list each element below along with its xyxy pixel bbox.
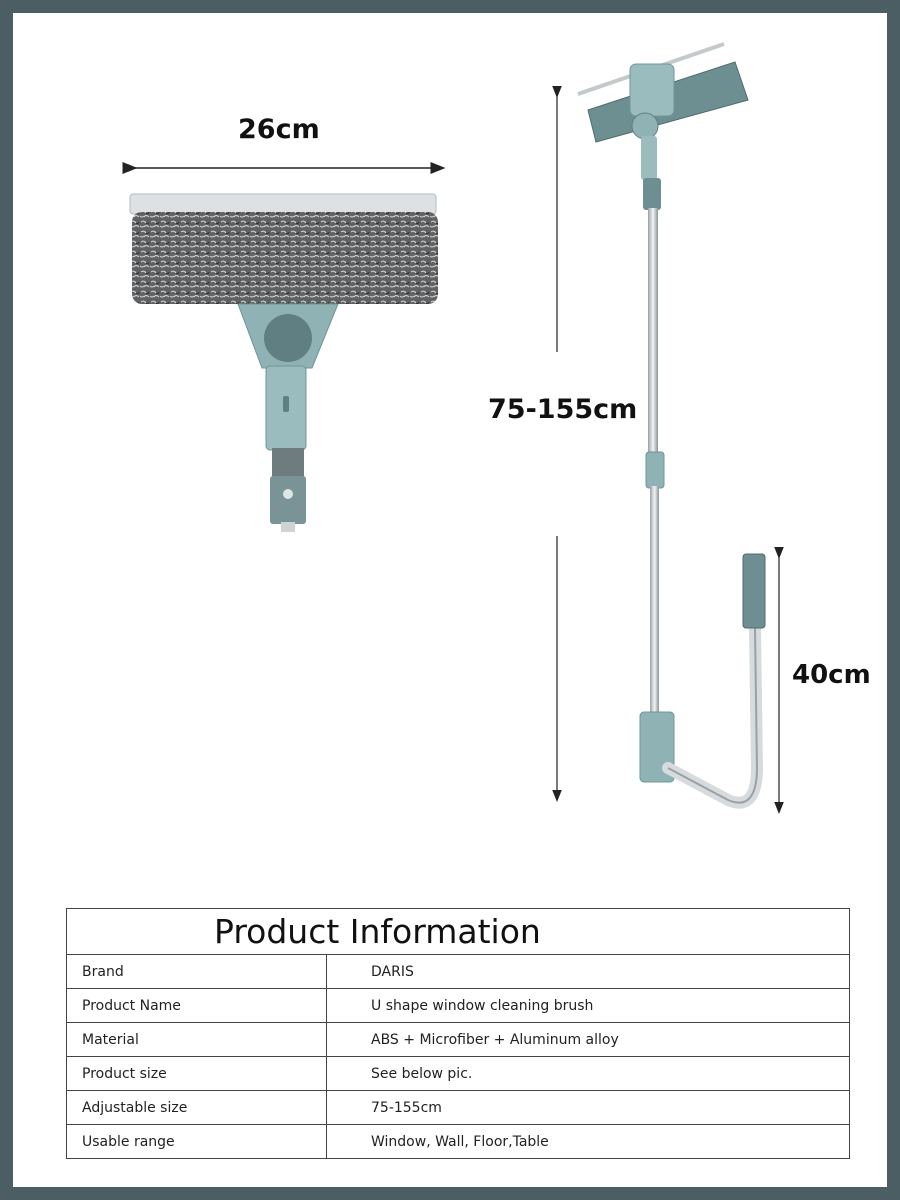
row-key: Brand [67,955,327,989]
row-key: Adjustable size [67,1091,327,1125]
row-key: Product Name [67,989,327,1023]
width-label: 26cm [238,114,320,145]
row-key: Material [67,1023,327,1057]
table-title-row [67,909,850,955]
row-value: Window, Wall, Floor,Table [327,1125,850,1159]
table-row [67,989,850,1023]
table-title: Product Information [67,909,850,955]
product-information-table [66,908,850,1159]
row-value: See below pic. [327,1057,850,1091]
length-label: 75-155cm [488,394,638,425]
row-key: Usable range [67,1125,327,1159]
table-row [67,1057,850,1091]
row-value: DARIS [327,955,850,989]
row-key: Product size [67,1057,327,1091]
table-row [67,1125,850,1159]
table-row [67,955,850,989]
table-row [67,1091,850,1125]
row-value: ABS + Microfiber + Aluminum alloy [327,1023,850,1057]
table-row [67,1023,850,1057]
handle-length-label: 40cm [792,660,871,690]
brush-head-closeup [130,194,438,532]
row-value: U shape window cleaning brush [327,989,850,1023]
row-value: 75-155cm [327,1091,850,1125]
